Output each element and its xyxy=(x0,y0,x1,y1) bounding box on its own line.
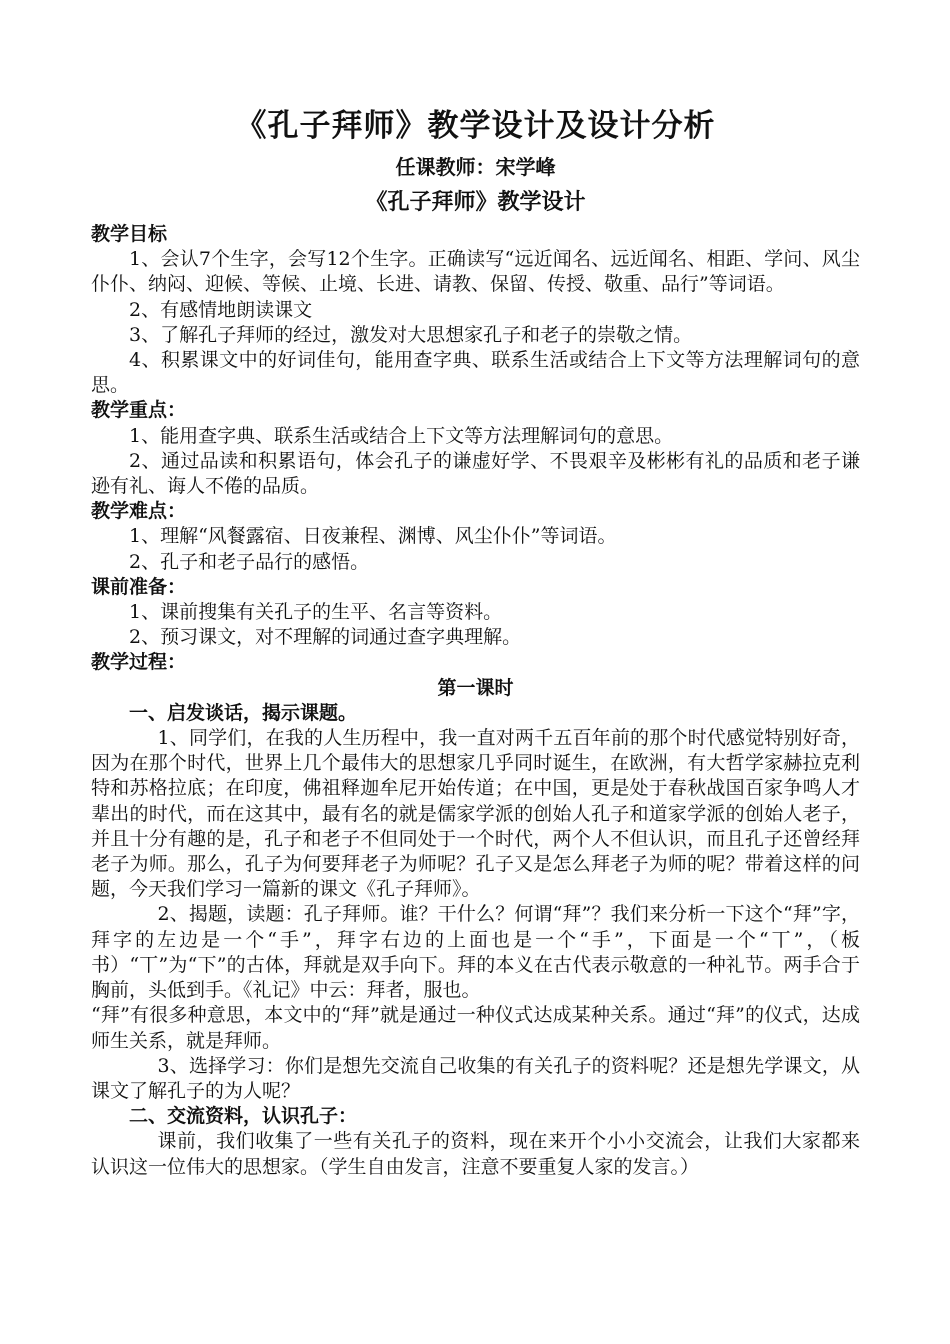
document-subtitle: 《孔子拜师》教学设计 xyxy=(365,189,586,215)
step-two-paragraph: 课前，我们收集了一些有关孔子的资料，现在来开个小小交流会，让我们大家都来认识这一位伟大的思想家。（学生自由发言，注意不要重复人家的发言。） xyxy=(91,1130,860,1178)
step-one-paragraph: 2、揭题，读题：孔子拜师。谁？干什么？何谓“拜”？我们来分析一下这个“拜”字，拜字的左边是一个“手”，拜字右边的上面也是一个“手”，下面是一个“丅”，（板书）“丅”为“下”的古体，拜就是双手向下。拜的本义在古代表示敬意的一种礼节。两手合于胸前，头低到手。《礼记》中云：拜者，服也。 xyxy=(91,903,860,1002)
difficulty-heading: 教学难点： xyxy=(91,500,187,523)
preparation-item: 2、预习课文，对不理解的词通过查字典理解。 xyxy=(129,626,522,649)
document-title: 《孔子拜师》教学设计及设计分析 xyxy=(235,108,716,144)
focus-heading: 教学重点： xyxy=(91,399,187,422)
step-one-paragraph: 3、选择学习：你们是想先交流自己收集的有关孔子的资料呢？还是想先学课文，从课文了解孔子的为人呢？ xyxy=(91,1054,860,1102)
objective-item: 2、有感情地朗读课文 xyxy=(129,298,313,321)
session-title: 第一课时 xyxy=(437,676,514,699)
preparation-item: 1、课前搜集有关孔子的生平、名言等资料。 xyxy=(129,601,503,624)
objective-item: 4、积累课文中的好词佳句，能用查字典、联系生活或结合上下文等方法理解词句的意思。 xyxy=(91,349,860,397)
difficulty-item: 2、孔子和老子品行的感悟。 xyxy=(129,550,370,573)
preparation-heading: 课前准备： xyxy=(91,575,187,598)
process-heading: 教学过程： xyxy=(91,651,187,674)
step-one-paragraph: “拜”有很多种意思，本文中的“拜”就是通过一种仪式达成某种关系。通过“拜”的仪式，达成师生关系，就是拜师。 xyxy=(91,1004,860,1052)
step-two-heading: 二、交流资料，认识孔子： xyxy=(129,1105,358,1128)
step-one-paragraph: 1、同学们，在我的人生历程中，我一直对两千五百年前的那个时代感觉特别好奇，因为在那个时代，世界上几个最伟大的思想家几乎同时诞生，在欧洲，有大哲学家赫拉克利特和苏格拉底；在印度，佛祖释迦牟尼开始传道；在中国，更是处于春秋战国百家争鸣人才辈出的时代，而在这其中，最有名的就是儒家学派的创始人孔子和道家学派的创始人老子，并且十分有趣的是，孔子和老子不但同处于一个时代，两个人不但认识，而且孔子还曾经拜老子为师。那么，孔子为何要拜老子为师呢？孔子又是怎么拜老子为师的呢？带着这样的问题，今天我们学习一篇新的课文《孔子拜师》。 xyxy=(91,727,860,901)
objective-item: 3、了解孔子拜师的经过，激发对大思想家孔子和老子的崇敬之情。 xyxy=(129,323,693,346)
focus-item: 1、能用查字典、联系生活或结合上下文等方法理解词句的意思。 xyxy=(129,424,674,447)
focus-item: 2、通过品读和积累语句，体会孔子的谦虚好学、不畏艰辛及彬彬有礼的品质和老子谦逊有礼、诲人不倦的品质。 xyxy=(91,449,860,498)
teacher-line: 任课教师：宋学峰 xyxy=(395,155,556,179)
objective-item: 1、会认7个生字，会写12个生字。正确读写“远近闻名、远近闻名、相距、学问、风尘仆仆、纳闷、迎候、等候、止境、长进、请教、保留、传授、敬重、品行”等词语。 xyxy=(91,248,860,296)
step-one-heading: 一、启发谈话，揭示课题。 xyxy=(129,701,358,724)
difficulty-item: 1、理解“风餐露宿、日夜兼程、渊博、风尘仆仆”等词语。 xyxy=(129,525,617,548)
objectives-heading: 教学目标 xyxy=(91,223,168,245)
